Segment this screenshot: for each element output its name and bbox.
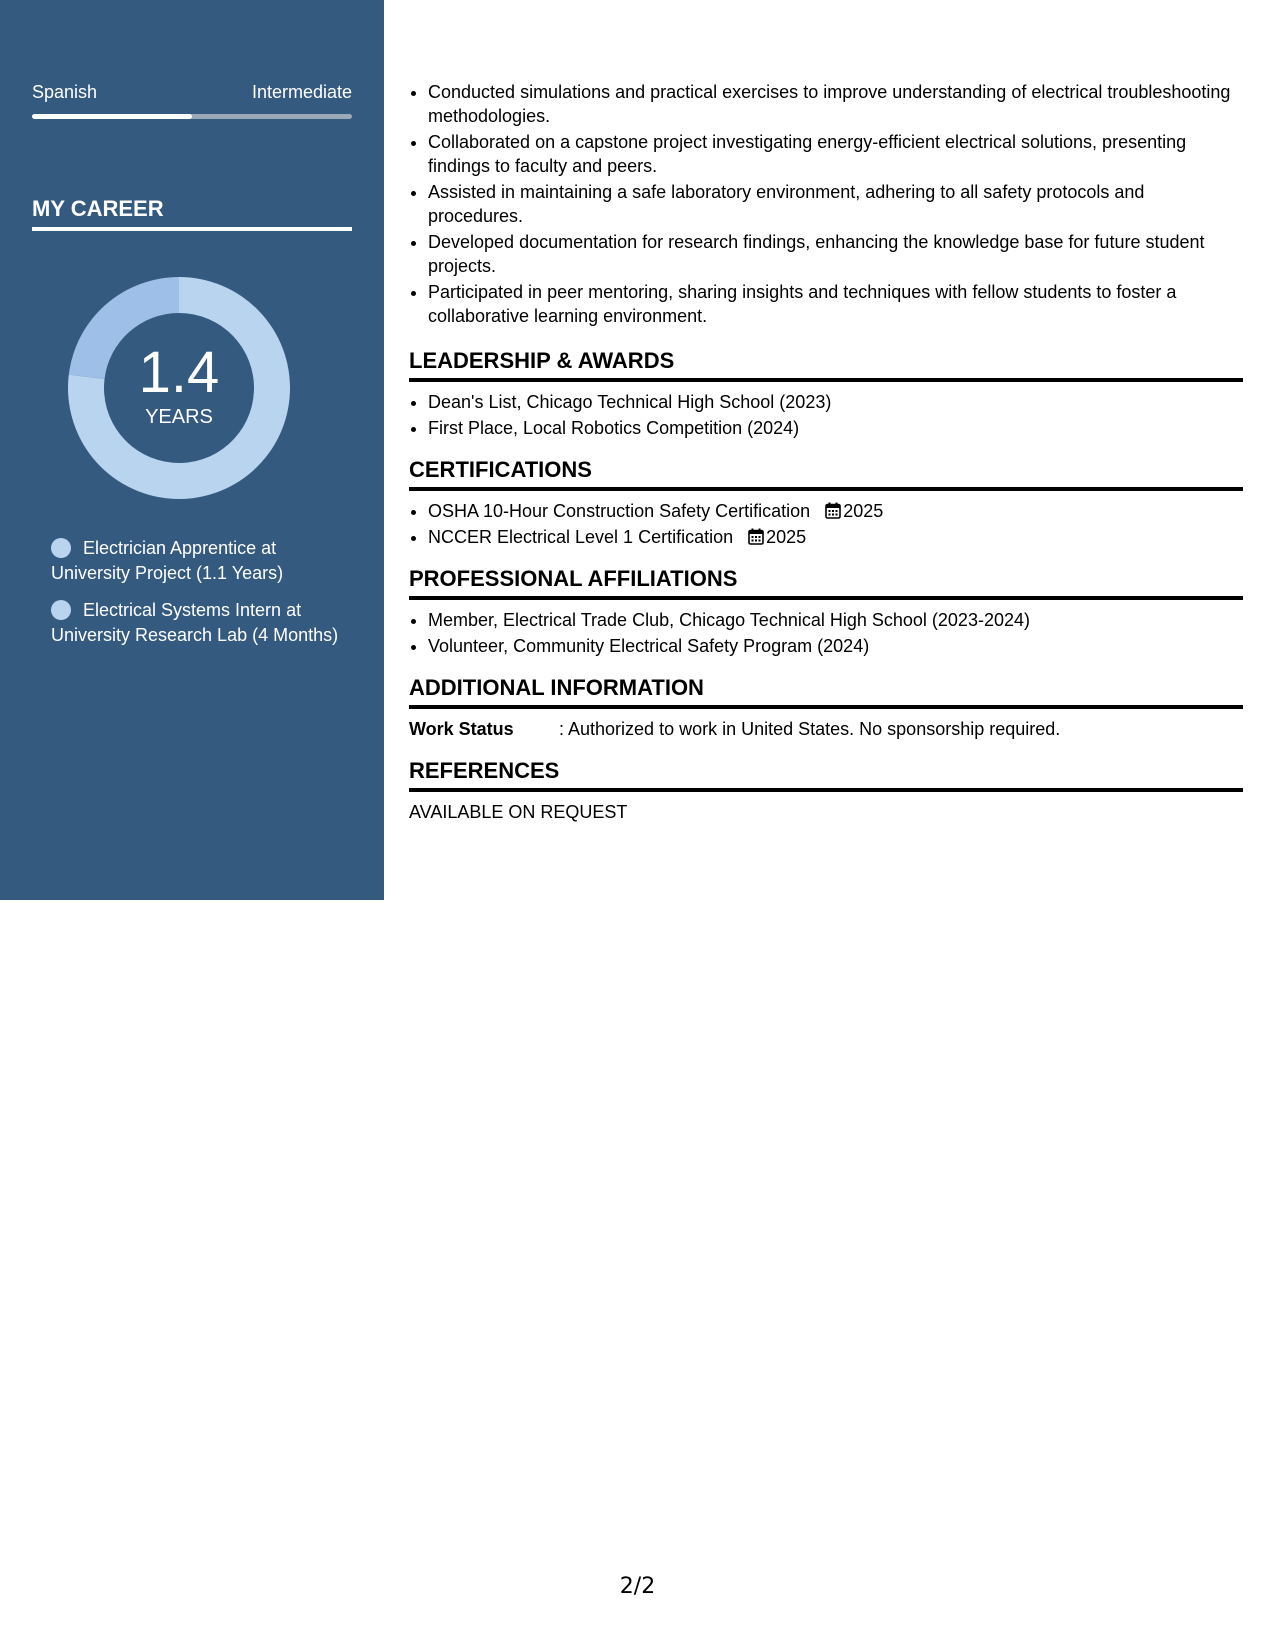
certification-name: NCCER Electrical Level 1 Certification [428, 527, 734, 547]
affiliation-item: • Member, Electrical Trade Club, Chicago Technical High School (2023-2024) [428, 608, 1243, 632]
leadership-section [409, 348, 1243, 440]
affiliations-list [409, 608, 1243, 658]
language-row [32, 82, 352, 103]
main-content [409, 80, 1243, 823]
experience-bullet: • Participated in peer mentoring, sharing insights and techniques with fellow students to foster a collaborative learning environment. [428, 280, 1243, 328]
career-legend-item [51, 536, 341, 586]
career-total-unit: YEARS [145, 405, 213, 428]
legend-dot-icon [51, 600, 71, 620]
work-status-label: Work Status [409, 719, 514, 739]
experience-bullet: • Developed documentation for research findings, enhancing the knowledge base for future student projects. [428, 230, 1243, 278]
leadership-item: • Dean's List, Chicago Technical High School (2023) [428, 390, 1243, 414]
language-level: Intermediate [251, 82, 352, 102]
career-legend [51, 536, 341, 660]
experience-bullet: • Conducted simulations and practical exercises to improve understanding of electrical troubleshooting methodologies. [428, 80, 1243, 128]
work-status-row [409, 717, 1243, 741]
calendar-icon [825, 502, 841, 519]
career-donut-center [66, 275, 292, 501]
page-number: 2/2 [619, 1574, 656, 1599]
additional-info-section [409, 675, 1243, 741]
affiliation-item: • Volunteer, Community Electrical Safety Program (2024) [428, 634, 1243, 658]
certification-item [428, 525, 1243, 549]
references-text: AVAILABLE ON REQUEST [409, 802, 628, 822]
leadership-title: LEADERSHIP & AWARDS [409, 348, 1243, 382]
work-status-value: : Authorized to work in United States. No sponsorship required. [559, 719, 1061, 739]
career-legend-item [51, 598, 341, 648]
career-legend-label: Electrician Apprentice at University Project (1.1 Years) [51, 538, 284, 583]
experience-bullet: • Assisted in maintaining a safe laboratory environment, adhering to all safety protocols and procedures. [428, 180, 1243, 228]
certification-item [428, 499, 1243, 523]
calendar-icon [748, 528, 764, 545]
certifications-list [409, 499, 1243, 549]
legend-dot-icon [51, 538, 71, 558]
additional-info-title: ADDITIONAL INFORMATION [409, 675, 1243, 709]
experience-bullets [409, 80, 1243, 328]
language-proficiency-fill [32, 114, 192, 119]
certifications-title: CERTIFICATIONS [409, 457, 1243, 491]
certifications-section [409, 457, 1243, 549]
career-title-rule [32, 227, 352, 231]
references-section [409, 758, 1243, 823]
references-title: REFERENCES [409, 758, 1243, 792]
language-name: Spanish [32, 82, 98, 102]
leadership-list [409, 390, 1243, 440]
leadership-item: • First Place, Local Robotics Competition (2024) [428, 416, 1243, 440]
career-section-title: MY CAREER [32, 196, 164, 221]
language-proficiency-bar [32, 114, 352, 119]
certification-year: 2025 [843, 501, 884, 521]
career-total-value: 1.4 [138, 339, 220, 405]
career-legend-label: Electrical Systems Intern at University Research Lab (4 Months) [51, 600, 339, 645]
affiliations-title: PROFESSIONAL AFFILIATIONS [409, 566, 1243, 600]
certification-name: OSHA 10-Hour Construction Safety Certification [428, 501, 811, 521]
affiliations-section [409, 566, 1243, 658]
sidebar [0, 0, 384, 900]
certification-year: 2025 [766, 527, 807, 547]
experience-bullet: • Collaborated on a capstone project investigating energy-efficient electrical solutions, presenting findings to faculty and peers. [428, 130, 1243, 178]
